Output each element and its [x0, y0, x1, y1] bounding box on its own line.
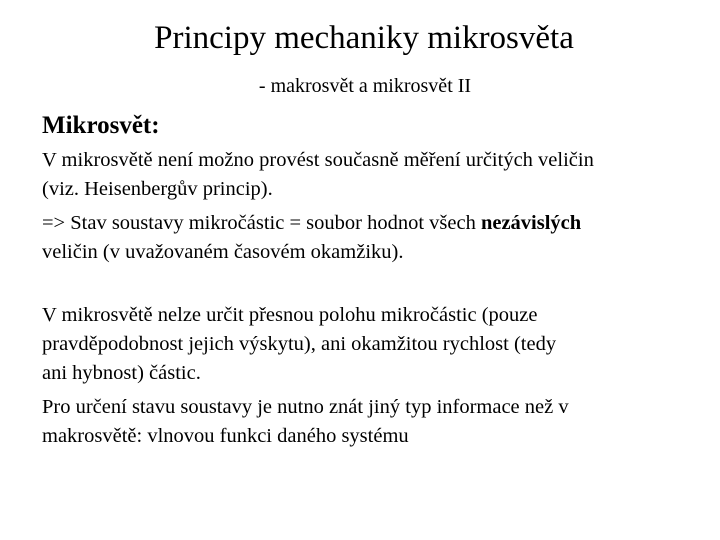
paragraph-line: pravděpodobnost jejich výskytu), ani okamžitou rychlost (tedy	[42, 333, 557, 355]
paragraph-line: veličin (v uvažovaném časovém okamžiku).	[42, 241, 404, 263]
paragraph-line: (viz. Heisenbergův princip).	[42, 178, 273, 200]
paragraph-line: Pro určení stavu soustavy je nutno znát jiný typ informace než v	[42, 396, 569, 418]
paragraph-measurement	[42, 146, 720, 204]
paragraph-line: makrosvětě: vlnovou funkci daného systému	[42, 425, 409, 447]
paragraph-line	[42, 209, 720, 238]
paragraph-system-state	[42, 209, 720, 267]
slide-title: Principy mechaniky mikrosvěta	[154, 20, 574, 56]
paragraph-line: V mikrosvětě není možno provést současně měření určitých veličin	[42, 149, 594, 171]
paragraph-line: V mikrosvětě nelze určit přesnou polohu mikročástic (pouze	[42, 304, 538, 326]
paragraph-line: ani hybnost) částic.	[42, 362, 201, 384]
paragraph-wave-function	[42, 393, 720, 451]
paragraph-position-momentum	[42, 301, 720, 388]
section-heading: Mikrosvět:	[42, 112, 160, 139]
slide-subtitle: - makrosvět a mikrosvět II	[258, 75, 472, 97]
emphasis-independent: nezávislých	[480, 212, 582, 234]
paragraph-text: => Stav soustavy mikročástic = soubor hodnot všech	[42, 212, 481, 234]
